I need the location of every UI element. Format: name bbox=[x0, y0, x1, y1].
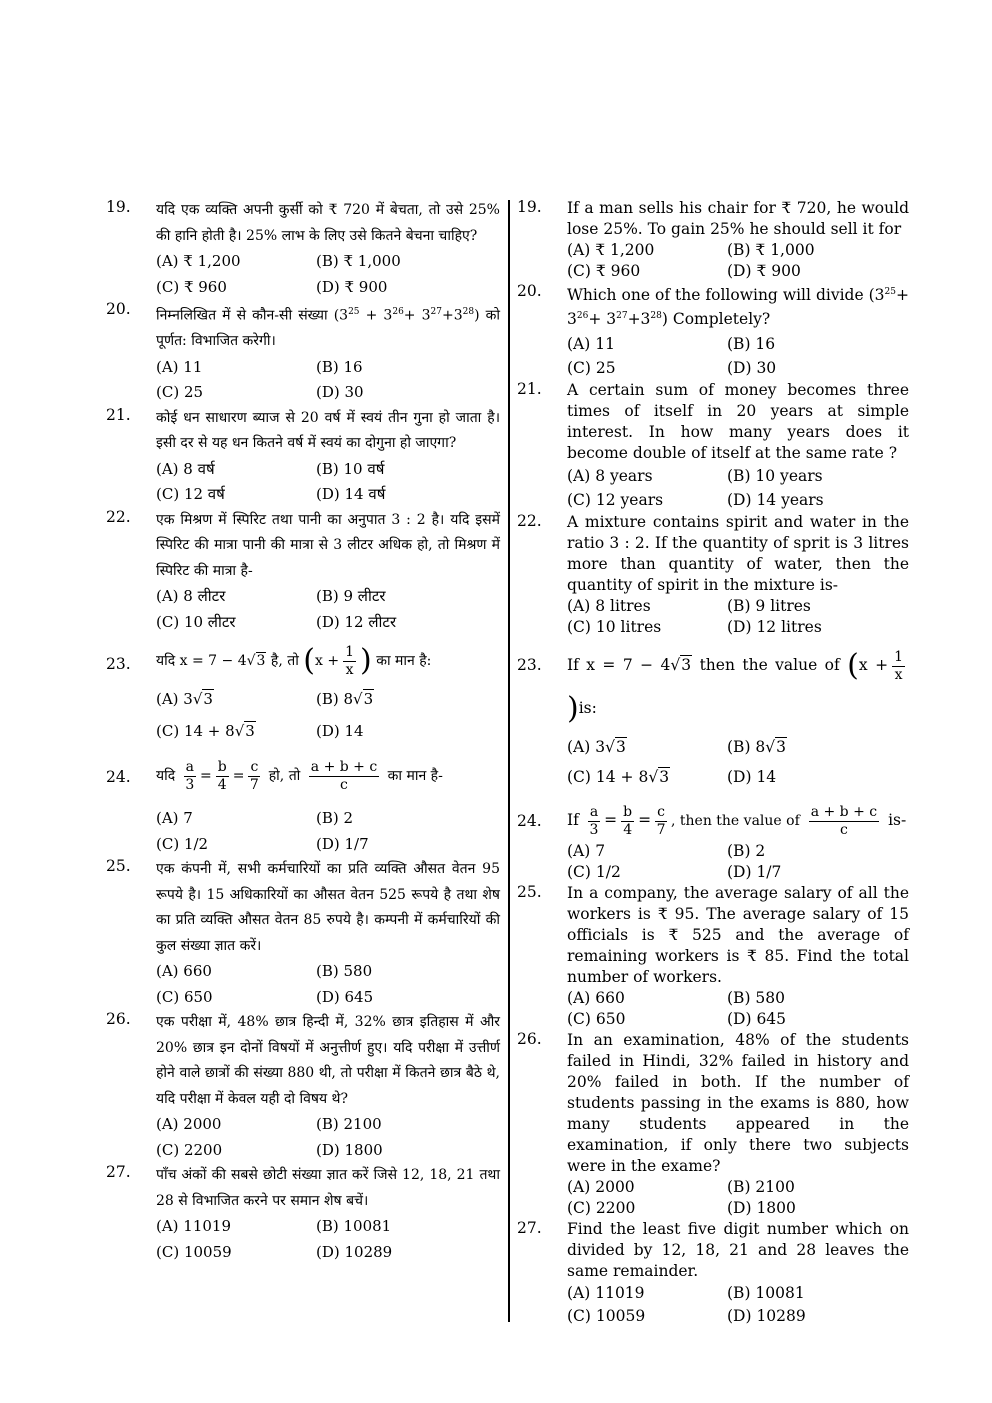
option-b: (B) 8√3 bbox=[316, 690, 374, 709]
option-d: (D) 10289 bbox=[316, 1242, 393, 1261]
option-a: (A) ₹ 1,200 bbox=[156, 252, 241, 270]
question-text: If $\frac{a}{3}$ = $\frac{b}{4}$ = $\frac{c}{7}$ , then the value of $\frac{a + b + c}{c}$ is- bbox=[567, 803, 907, 838]
question-text: एक परीक्षा में, 48% छात्र हिन्दी में, 32% छात्र इतिहास में और 20% छात्र इन दोनों विषयों में अनुत्तीर्ण हुए। यदि परीक्षा में उत्तीर्ण होने वाले छात्रों की संख्या 880 थी, तो परीक्षा में कितने छात्र बैठे थे, यदि परीक्षा में केवल यही दो विषय थे? bbox=[156, 1014, 500, 1107]
question-27-hi bbox=[106, 1163, 500, 1265]
option-b: (B) ₹ 1,000 bbox=[727, 241, 815, 259]
option-b: (B) 10 वर्ष bbox=[316, 459, 385, 478]
question-24-hi bbox=[106, 754, 500, 857]
question-25-en bbox=[517, 883, 909, 1030]
option-a: (A) 660 bbox=[156, 962, 212, 981]
option-a: (A) 11019 bbox=[567, 1284, 645, 1303]
question-number: 19. bbox=[106, 198, 131, 216]
option-c: (C) 12 years bbox=[567, 491, 664, 510]
option-d: (D) 1/7 bbox=[727, 863, 782, 882]
option-c: (C) 1/2 bbox=[567, 863, 621, 882]
question-19-hi bbox=[106, 198, 500, 300]
question-number: 22. bbox=[517, 512, 542, 531]
option-a: (A) 7 bbox=[156, 809, 193, 828]
option-c: (C) 1/2 bbox=[156, 834, 209, 853]
option-b: (B) 10081 bbox=[316, 1217, 392, 1236]
option-a: (A) 8 लीटर bbox=[156, 587, 226, 606]
option-a: (A) 3√3 bbox=[156, 690, 213, 709]
question-21-en bbox=[517, 380, 909, 512]
option-d: (D) 14 वर्ष bbox=[316, 485, 386, 504]
option-d: (D) 1800 bbox=[316, 1140, 383, 1159]
option-c: (C) 2200 bbox=[567, 1199, 636, 1218]
option-a: (A) 2000 bbox=[567, 1178, 635, 1197]
question-text: एक मिश्रण में स्पिरिट तथा पानी का अनुपात 3 : 2 है। यदि इसमें स्पिरिट की मात्रा पानी की मात्रा से 3 लीटर अधिक हो, तो मिश्रण में स्पिरिट की मात्रा है- bbox=[156, 511, 500, 579]
option-d: (D) 645 bbox=[316, 987, 374, 1006]
question-20-en bbox=[517, 282, 909, 380]
question-number: 20. bbox=[106, 300, 131, 318]
option-b: (B) 2100 bbox=[316, 1115, 382, 1134]
option-a: (A) ₹ 1,200 bbox=[567, 241, 655, 259]
question-26-en bbox=[517, 1030, 909, 1219]
option-c: (C) ₹ 960 bbox=[567, 262, 641, 280]
question-26-hi bbox=[106, 1010, 500, 1163]
question-text: निम्नलिखित में से कौन-सी संख्या $(3^{25} + 3^{26}+ 3^{27}+3^{28})$ को पूर्णत: विभाजित करेगी। bbox=[156, 307, 501, 350]
option-c: (C) ₹ 960 bbox=[156, 277, 227, 296]
question-number: 19. bbox=[517, 198, 542, 216]
question-number: 26. bbox=[106, 1010, 131, 1029]
option-c: (C) 10059 bbox=[567, 1307, 646, 1326]
question-19-en bbox=[517, 198, 909, 282]
question-number: 24. bbox=[106, 768, 131, 787]
question-text: In a company, the average salary of all the workers is ₹ 95. The average salary of 15 officials is ₹ 525 and the average of remaining workers is ₹ 85. Find the total number of workers. bbox=[567, 884, 909, 987]
question-text: Find the least five digit number which on divided by 12, 18, 21 and 28 leaves the same remainder. bbox=[567, 1220, 909, 1281]
question-text: यदि एक व्यक्ति अपनी कुर्सी को ₹ 720 में बेचता, तो उसे 25% की हानि होती है। 25% लाभ के लिए उसे कितने बेचना चाहिए? bbox=[156, 202, 500, 244]
question-number: 21. bbox=[517, 380, 542, 399]
option-a: (A) 7 bbox=[567, 842, 606, 861]
question-21-hi bbox=[106, 406, 500, 508]
option-d: (D) 30 bbox=[727, 359, 777, 378]
column-divider bbox=[508, 200, 510, 1322]
option-b: (B) 8√3 bbox=[727, 738, 787, 757]
question-23-en bbox=[517, 644, 909, 792]
option-d: (D) 1800 bbox=[727, 1199, 796, 1218]
option-c: (C) 14 + 8√3 bbox=[567, 768, 670, 787]
option-b: (B) ₹ 1,000 bbox=[316, 252, 401, 270]
question-number: 25. bbox=[106, 857, 131, 876]
option-b: (B) 16 bbox=[316, 357, 363, 376]
option-d: (D) 12 litres bbox=[727, 618, 822, 637]
option-a: (A) 11 bbox=[156, 357, 203, 376]
option-c: (C) 10 लीटर bbox=[156, 612, 236, 631]
question-number: 27. bbox=[517, 1219, 542, 1238]
question-22-en bbox=[517, 512, 909, 638]
option-b: (B) 9 लीटर bbox=[316, 587, 386, 606]
option-b: (B) 580 bbox=[727, 989, 785, 1008]
option-d: (D) 30 bbox=[316, 383, 364, 402]
english-column bbox=[517, 198, 909, 1328]
question-20-hi bbox=[106, 300, 500, 406]
hindi-column bbox=[106, 198, 500, 1265]
option-b: (B) 16 bbox=[727, 335, 776, 354]
option-c: (C) 10 litres bbox=[567, 618, 662, 637]
question-text: कोई धन साधारण ब्याज से 20 वर्ष में स्वयं तीन गुना हो जाता है। इसी दर से यह धन कितने वर्ष में स्वयं का दोगुना हो जाएगा? bbox=[156, 409, 500, 452]
option-d: (D) ₹ 900 bbox=[727, 262, 801, 280]
option-a: (A) 660 bbox=[567, 989, 625, 1008]
option-c: (C) 10059 bbox=[156, 1242, 232, 1261]
option-a: (A) 3√3 bbox=[567, 738, 626, 757]
option-c: (C) 650 bbox=[156, 987, 213, 1006]
question-number: 26. bbox=[517, 1030, 542, 1049]
question-text: Which one of the following will divide $(3^{25}+ 3^{26}+ 3^{27}+3^{28})$ Completely? bbox=[567, 286, 909, 329]
question-number: 20. bbox=[517, 282, 542, 300]
option-c: (C) 650 bbox=[567, 1010, 626, 1029]
option-c: (C) 25 bbox=[156, 383, 204, 402]
question-22-hi bbox=[106, 508, 500, 636]
option-d: (D) 10289 bbox=[727, 1307, 806, 1326]
question-24-en bbox=[517, 800, 909, 883]
option-b: (B) 10081 bbox=[727, 1284, 805, 1303]
option-a: (A) 11 bbox=[567, 335, 615, 354]
question-23-hi bbox=[106, 641, 500, 744]
question-number: 23. bbox=[517, 656, 542, 675]
question-number: 24. bbox=[517, 812, 542, 831]
option-a: (A) 2000 bbox=[156, 1115, 222, 1134]
question-text: एक कंपनी में, सभी कर्मचारियों का प्रति व्यक्ति औसत वेतन 95 रूपये है। 15 अधिकारियों का औसत वेतन 525 रूपये है तथा शेष का प्रति व्यक्ति औसत वेतन 85 रुपये है। कम्पनी में कर्मचारियों की कुल संख्या ज्ञात करें। bbox=[156, 861, 500, 954]
question-text: पाँच अंकों की सबसे छोटी संख्या ज्ञात करें जिसे 12, 18, 21 तथा 28 से विभाजित करने पर समान शेष बचें। bbox=[156, 1167, 500, 1209]
option-b: (B) 9 litres bbox=[727, 597, 811, 616]
question-number: 25. bbox=[517, 883, 542, 902]
question-number: 27. bbox=[106, 1163, 131, 1182]
option-d: (D) 14 years bbox=[727, 491, 824, 510]
question-text: A mixture contains spirit and water in the ratio 3 : 2. If the quantity of sprit is 3 litres more than quantity of water, then the quantity of spirit in the mixture is- bbox=[567, 513, 909, 595]
question-number: 23. bbox=[106, 655, 131, 674]
question-25-hi bbox=[106, 857, 500, 1010]
option-d: (D) 14 bbox=[727, 768, 777, 787]
option-d: (D) 1/7 bbox=[316, 834, 369, 853]
option-a: (A) 8 litres bbox=[567, 597, 651, 616]
question-27-en bbox=[517, 1219, 909, 1328]
option-b: (B) 10 years bbox=[727, 467, 823, 486]
question-number: 21. bbox=[106, 405, 131, 424]
option-c: (C) 2200 bbox=[156, 1140, 223, 1159]
option-c: (C) 25 bbox=[567, 359, 616, 378]
question-text: In an examination, 48% of the students failed in Hindi, 32% failed in history and 20% failed in both. If the number of students passing in the exams is 880, how many students appeared in the examination, if only there two subjects were in the exame? bbox=[567, 1031, 909, 1176]
option-d: (D) 12 लीटर bbox=[316, 612, 397, 631]
option-b: (B) 2 bbox=[316, 809, 354, 828]
question-text: A certain sum of money becomes three times of itself in 20 years at simple interest. In how many years does it become double of itself at the same rate ? bbox=[567, 381, 909, 463]
option-c: (C) 14 + 8√3 bbox=[156, 721, 255, 740]
option-d: (D) 645 bbox=[727, 1010, 787, 1029]
option-a: (A) 8 years bbox=[567, 467, 653, 486]
question-text: If x = 7 − 4√3 then the value of (x + $\frac{1}{x}$ )is: bbox=[567, 648, 903, 727]
option-b: (B) 2100 bbox=[727, 1178, 795, 1197]
option-b: (B) 2 bbox=[727, 842, 766, 861]
option-d: (D) ₹ 900 bbox=[316, 277, 388, 296]
option-a: (A) 11019 bbox=[156, 1217, 232, 1236]
question-number: 22. bbox=[106, 507, 131, 526]
option-c: (C) 12 वर्ष bbox=[156, 485, 225, 504]
question-text: यदि $\frac{a}{3}$ = $\frac{b}{4}$ = $\frac{c}{7}$ हो, तो $\frac{a + b + c}{c}$ का मान है- bbox=[156, 758, 443, 793]
option-d: (D) 14 bbox=[316, 721, 364, 740]
option-a: (A) 8 वर्ष bbox=[156, 459, 215, 478]
question-text: If a man sells his chair for ₹ 720, he would lose 25%. To gain 25% he should sell it for bbox=[567, 199, 909, 238]
question-text: यदि x = 7 − 4√3 है, तो (x + $\frac{1}{x}$ ) का मान है: bbox=[156, 643, 432, 679]
option-b: (B) 580 bbox=[316, 962, 373, 981]
